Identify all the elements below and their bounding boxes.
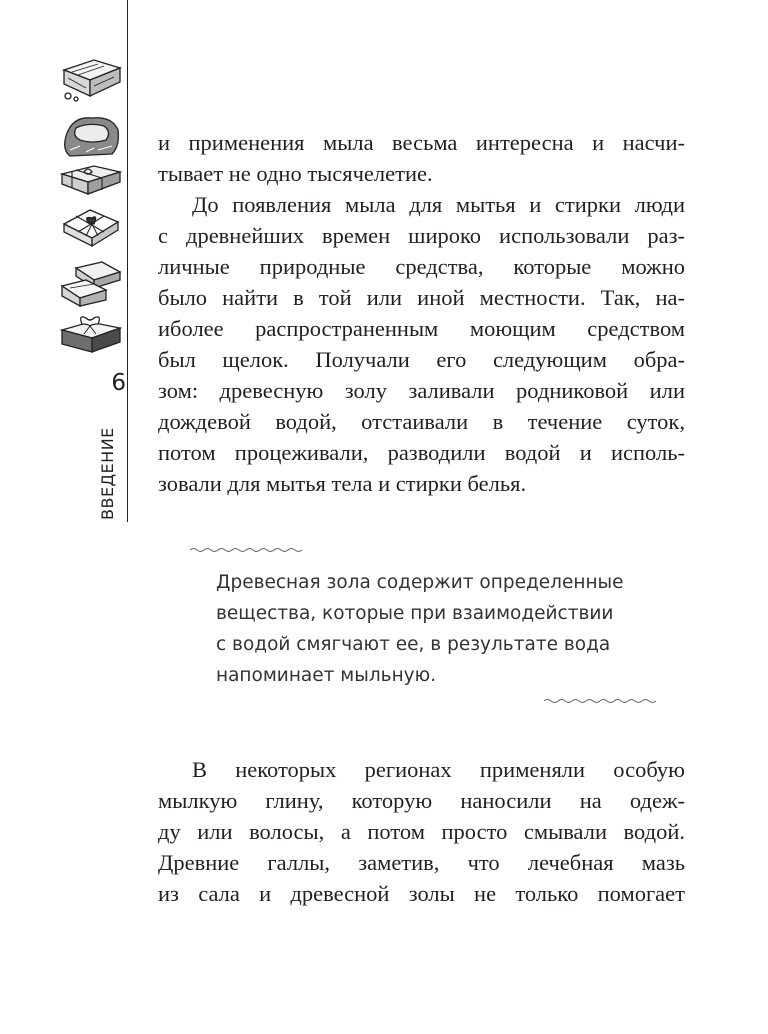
text-line: был щелок. Получали его следующим обра- xyxy=(158,347,685,372)
text-line: Древние галлы, заметив, что лечебная мазь xyxy=(158,850,685,875)
text-line: зом: древесную золу заливали родниковой или xyxy=(158,378,685,403)
stacked-soap-bars-icon xyxy=(58,258,124,310)
callout-bottom-wave xyxy=(544,697,656,705)
callout-line: вещества, которые при взаимодействии xyxy=(216,603,614,624)
text-line: зовали для мытья тела и стирки белья. xyxy=(158,471,527,496)
text-line: ду или волосы, а потом просто смывали водой. xyxy=(158,819,685,844)
text-line: дождевой водой, отстаивали в течение суток, xyxy=(158,409,685,434)
body-text-bottom xyxy=(158,754,685,909)
text-line: потом процеживали, разводили водой и исполь- xyxy=(158,440,685,465)
text-line: из сала и древесной золы не только помогает xyxy=(158,881,685,906)
callout-line: с водой смягчают ее, в результате вода xyxy=(216,634,611,655)
margin-rule xyxy=(127,0,128,522)
body-text-top xyxy=(158,127,685,499)
text-line: До появления мыла для мытья и стирки люди xyxy=(192,192,685,217)
text-line: мылкую глину, которую наносили на одеж- xyxy=(158,788,685,813)
text-line: с древнейших времен широко использовали раз- xyxy=(158,223,685,248)
callout-line: напоминает мыльную. xyxy=(216,665,437,686)
text-line: и применения мыла весьма интересна и насчи- xyxy=(158,130,685,155)
text-line: В некоторых регионах применяли особую xyxy=(192,757,685,782)
callout-line: Древесная зола содержит определенные xyxy=(216,572,624,593)
callout-box xyxy=(216,567,636,691)
text-line: личные природные средства, которые можно xyxy=(158,254,685,279)
tied-soap-bundle-icon xyxy=(58,162,124,196)
callout-top-wave xyxy=(190,546,302,554)
text-line: тывает не одно тысячелетие. xyxy=(158,161,433,186)
page-number: 6 xyxy=(111,370,126,396)
rough-soap-chunk-icon xyxy=(58,110,124,160)
section-title: ВВЕДЕНИЕ xyxy=(98,427,117,520)
text-line: иболее распространенным моющим средством xyxy=(158,316,685,341)
text-line: было найти в той или иной местности. Так, на- xyxy=(158,285,685,310)
soap-bar-icon xyxy=(58,52,124,104)
soap-with-bow-icon xyxy=(58,314,124,354)
wrapped-soap-gift-icon xyxy=(58,202,124,252)
